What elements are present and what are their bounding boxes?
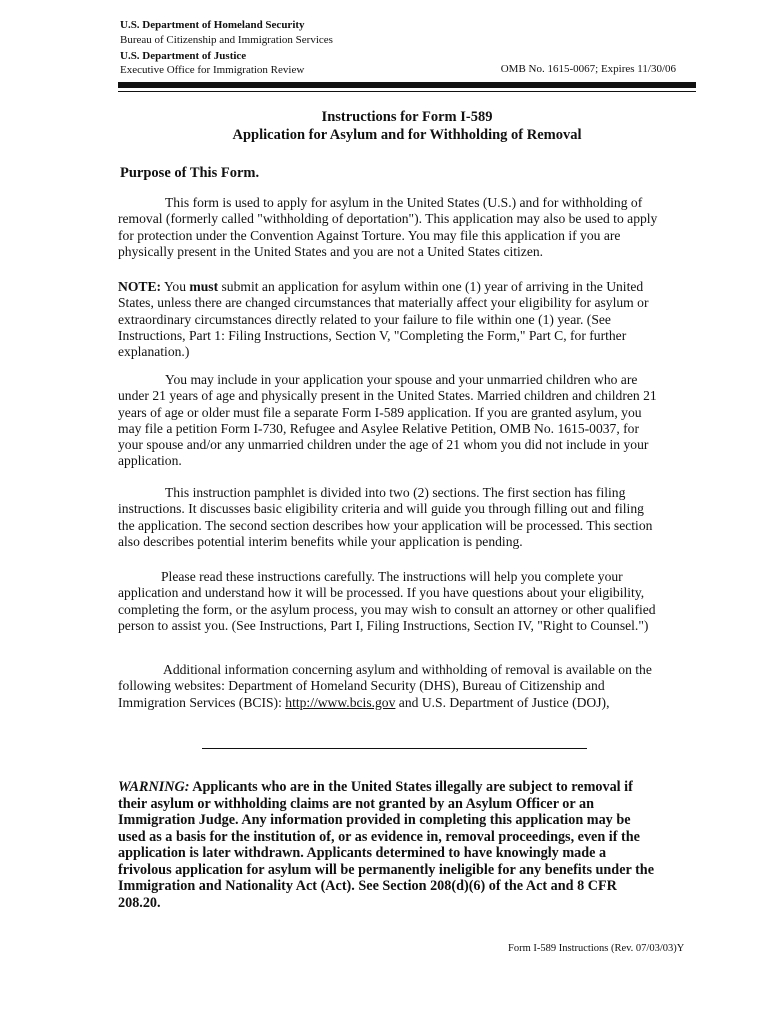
note-text: submit an application for asylum within one (1) year of arriving in the United States, unless there are changed circumstances that materially affect your eligibility for asylum or extraordinary circumstances directly related to your failure to file within one (1) year. (See Instructions, Part 1: Filing Instructions, Section V, "Completing the Form," Part C, for further explanation.) xyxy=(118,279,649,360)
purpose-paragraph-1: This form is used to apply for asylum in the United States (U.S.) and for withholding of removal (formerly called "withholding of deportation"). This application may also be used to apply for protection under the Convention Against Torture. You may file this application if you are physically present in the United States and you are not a United States citizen. xyxy=(118,195,658,259)
purpose-heading: Purpose of This Form. xyxy=(120,165,260,181)
footer-form-revision: Form I-589 Instructions (Rev. 07/03/03)Y xyxy=(508,943,685,954)
header-bureau: Bureau of Citizenship and Immigration Services xyxy=(120,34,333,46)
section-divider xyxy=(202,748,587,749)
omb-number: OMB No. 1615-0067; Expires 11/30/06 xyxy=(500,63,676,75)
note-paragraph xyxy=(118,279,658,360)
header-dept-homeland: U.S. Department of Homeland Security xyxy=(120,19,305,31)
header-thick-rule xyxy=(118,82,696,88)
page-subtitle: Application for Asylum and for Withholding of Removal xyxy=(232,127,582,143)
purpose-paragraph-4: Please read these instructions carefully. The instructions will help you complete your application and understand how it will be processed. If you have questions about your eligibility, completing the form, or the asylum process, you may wish to consult an attorney or other qualified person to assist you. (See Instructions, Part I, Filing Instructions, Section IV, "Right to Counsel.") xyxy=(118,569,656,633)
bcis-link[interactable]: http://www.bcis.gov xyxy=(285,694,396,710)
purpose-paragraph-3: This instruction pamphlet is divided into two (2) sections. The first section has filing instructions. It discusses basic eligibility criteria and will guide you through filling out and filing the application. The second section describes how your application will be processed. This section also describes potential interim benefits while your application is pending. xyxy=(118,485,653,549)
note-label: NOTE: xyxy=(118,279,162,294)
note-text-pre: You xyxy=(161,279,190,294)
header-office: Executive Office for Immigration Review xyxy=(120,64,305,76)
warning-text: Applicants who are in the United States illegally are subject to removal if their asylum or withholding claims are not granted by an Asylum Officer or an Immigration Judge. Any information provided in completing this application may be used as a basis for the institution of, or as evidence in, removal proceedings, even if the application is later withdrawn. Applicants determined to have knowingly made a frivolous application for asylum will be permanently ineligible for any benefits under the Immigration and Nationality Act (Act). See Section 208(d)(6) of the Act and 8 CFR 208.20. xyxy=(118,779,654,911)
purpose-paragraph-2: You may include in your application your spouse and your unmarried children who are under 21 years of age and physically present in the United States. Married children and children 21 years of age or older must file a separate Form I-589 application. If you are granted asylum, you may file a petition Form I-730, Refugee and Asylee Relative Petition, OMB No. 1615-0037, for your spouse and/or any unmarried children under the age of 21 whom you did not include in your application. xyxy=(118,372,657,469)
websites-text-post: and U.S. Department of Justice (DOJ), xyxy=(395,694,610,710)
page-title: Instructions for Form I-589 xyxy=(321,109,493,125)
purpose-paragraph-5 xyxy=(118,662,658,711)
websites-text: Additional information concerning asylum and withholding of removal is available on the following websites: Department of Homeland Security (DHS), Bureau of Citizenship and Immigration Services (BCIS): xyxy=(118,662,652,710)
warning-paragraph xyxy=(118,779,658,911)
header-dept-justice: U.S. Department of Justice xyxy=(120,50,247,62)
header-thin-rule xyxy=(118,91,696,92)
note-must: must xyxy=(189,279,219,294)
warning-label: WARNING: xyxy=(118,779,190,795)
